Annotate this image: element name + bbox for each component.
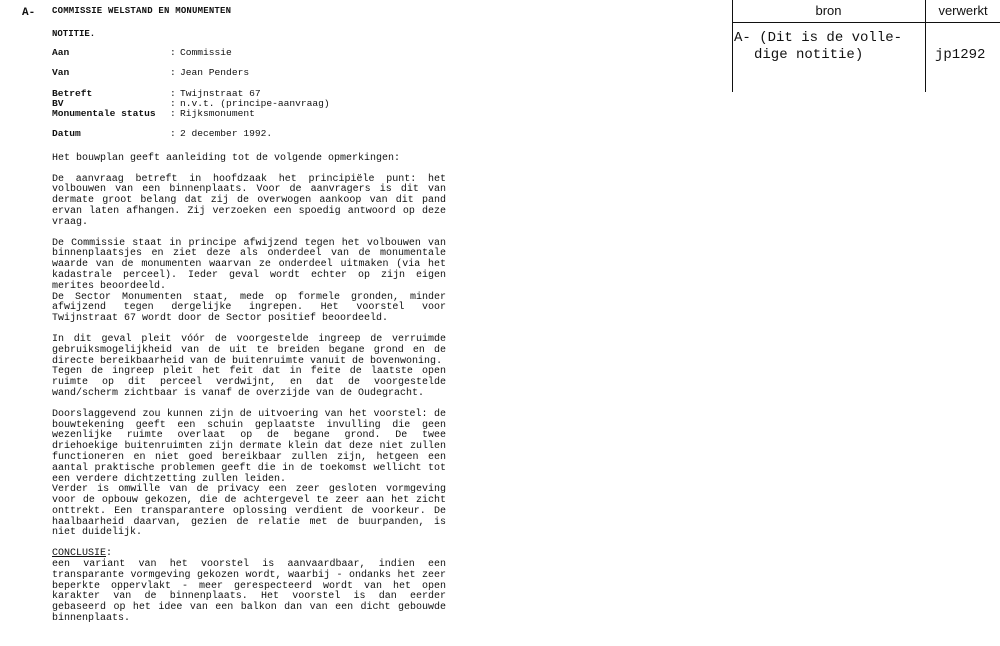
meta-value: n.v.t. (principe-aanvraag) — [180, 97, 330, 109]
bron-cell-line1: A- (Dit is de volle- — [734, 30, 903, 46]
document-body — [52, 154, 446, 625]
source-table — [732, 0, 1000, 92]
header-verwerkt: verwerkt — [938, 3, 988, 18]
meta-separator: : — [170, 87, 176, 99]
table-header-divider — [732, 22, 1000, 23]
paragraph-2b: De Sector Monumenten staat, mede op formele gronden, minder afwijzend tegen dergelijke ingrepen. Het voorstel voor Twijnstraat 67 wordt door de Sector positief beoordeeld. — [52, 291, 446, 325]
meta-row-aan — [52, 48, 446, 58]
conclusion-label: CONCLUSIE — [52, 548, 107, 560]
meta-separator: : — [170, 47, 176, 58]
header-bron: bron — [815, 3, 842, 18]
conclusion-paragraph: een variant van het voorstel is aanvaardbaar, indien een transparante vormgeving gekozen wordt, waarbij - ondanks het zeer beperkte oppervlakt - meer gerespecteerd wordt van het open karakter van de binnenplaats. Het voorstel is dan eerder gebaseerd op het idee van een balkon dan van een dicht gebouwde binnenplaats. — [52, 559, 446, 625]
meta-row-van — [52, 68, 446, 78]
margin-mark: A- — [22, 7, 36, 19]
meta-label: Monumentale status — [52, 108, 156, 120]
meta-value: Jean Penders — [180, 67, 250, 79]
meta-separator: : — [170, 67, 176, 79]
paragraph-3b: Tegen de ingreep pleit het feit dat in feite de laatste open ruimte op dit perceel verdwijnt, en dat de voorgestelde wand/scherm zichtbaar is vanaf de overzijde van de Oudegracht. — [52, 366, 446, 399]
paragraph-4a: Doorslaggevend zou kunnen zijn de uitvoering van het voorstel: de bouwtekening geeft een schuin geplaatste invulling die geen wezenlijke ruimte overlaat op de begane grond. De twee driehoekige buitenruimten zijn dermate klein dat deze niet zullen functioneren en niet goed bereikbaar zullen zijn, hetgeen een aantal praktische problemen geeft die in de toekomst wellicht tot een verdere dichtzetting zullen leiden. — [52, 408, 446, 485]
conclusion-colon: : — [106, 548, 113, 560]
paragraph-4b: Verder is omwille van de privacy een zeer gesloten vormgeving voor de opbouw gekozen, die de achtergevel te zeer aan het zicht onttrekt. Een transparantere oplossing verdient de voorkeur. De haalbaarheid daarvan, gezien de relatie met de buurpanden, is niet duidelijk. — [52, 484, 446, 539]
paragraph-3a: In dit geval pleit vóór de voorgestelde ingreep de verruimde gebruiksmogelijkheid van de uit te breiden begane grond en de directe bereikbaarheid van de buitenruimte vanuit de bovenwoning. — [52, 333, 446, 367]
paragraph-2a: De Commissie staat in principe afwijzend tegen het volbouwen van binnenplaatsjes en ziet deze als onderdeel van de monumentale waarde van de monumenten waarvan ze onderdeel uitmaken (via het kadastrale perceel). Ieder geval wordt echter op zijn eigen merites beoordeeld. — [52, 237, 446, 292]
meta-row-status — [52, 109, 446, 119]
meta-label: Van — [52, 67, 70, 79]
meta-separator: : — [170, 128, 176, 140]
document-header: COMMISSIE WELSTAND EN MONUMENTEN — [52, 6, 232, 16]
meta-label: Datum — [52, 128, 81, 140]
meta-label: Aan — [52, 47, 70, 58]
bron-cell-line2: dige notitie) — [754, 47, 864, 63]
paragraph-1: De aanvraag betreft in hoofdzaak het principiële punt: het volbouwen van een binnenplaats. Voor de aanvragers is dit van dermate groot belang dat zij de overwogen aankoop van dit pand ervan laten afhangen. Zij verzoeken een spoedig antwoord op deze vraag. — [52, 173, 446, 228]
meta-value: 2 december 1992. — [180, 128, 273, 140]
meta-separator: : — [170, 97, 176, 109]
meta-value: Rijksmonument — [180, 108, 255, 120]
verwerkt-cell: jp1292 — [935, 47, 986, 63]
intro-paragraph: Het bouwplan geeft aanleiding tot de volgende opmerkingen: — [52, 152, 401, 164]
meta-block — [52, 48, 446, 140]
meta-row-datum — [52, 129, 446, 139]
meta-label: BV — [52, 97, 64, 109]
meta-value: Twijnstraat 67 — [180, 87, 261, 99]
scanned-document — [52, 6, 446, 635]
meta-value: Commissie — [180, 47, 232, 58]
meta-label: Betreft — [52, 87, 93, 99]
meta-separator: : — [170, 108, 176, 120]
document-subheader: NOTITIE. — [52, 29, 96, 39]
